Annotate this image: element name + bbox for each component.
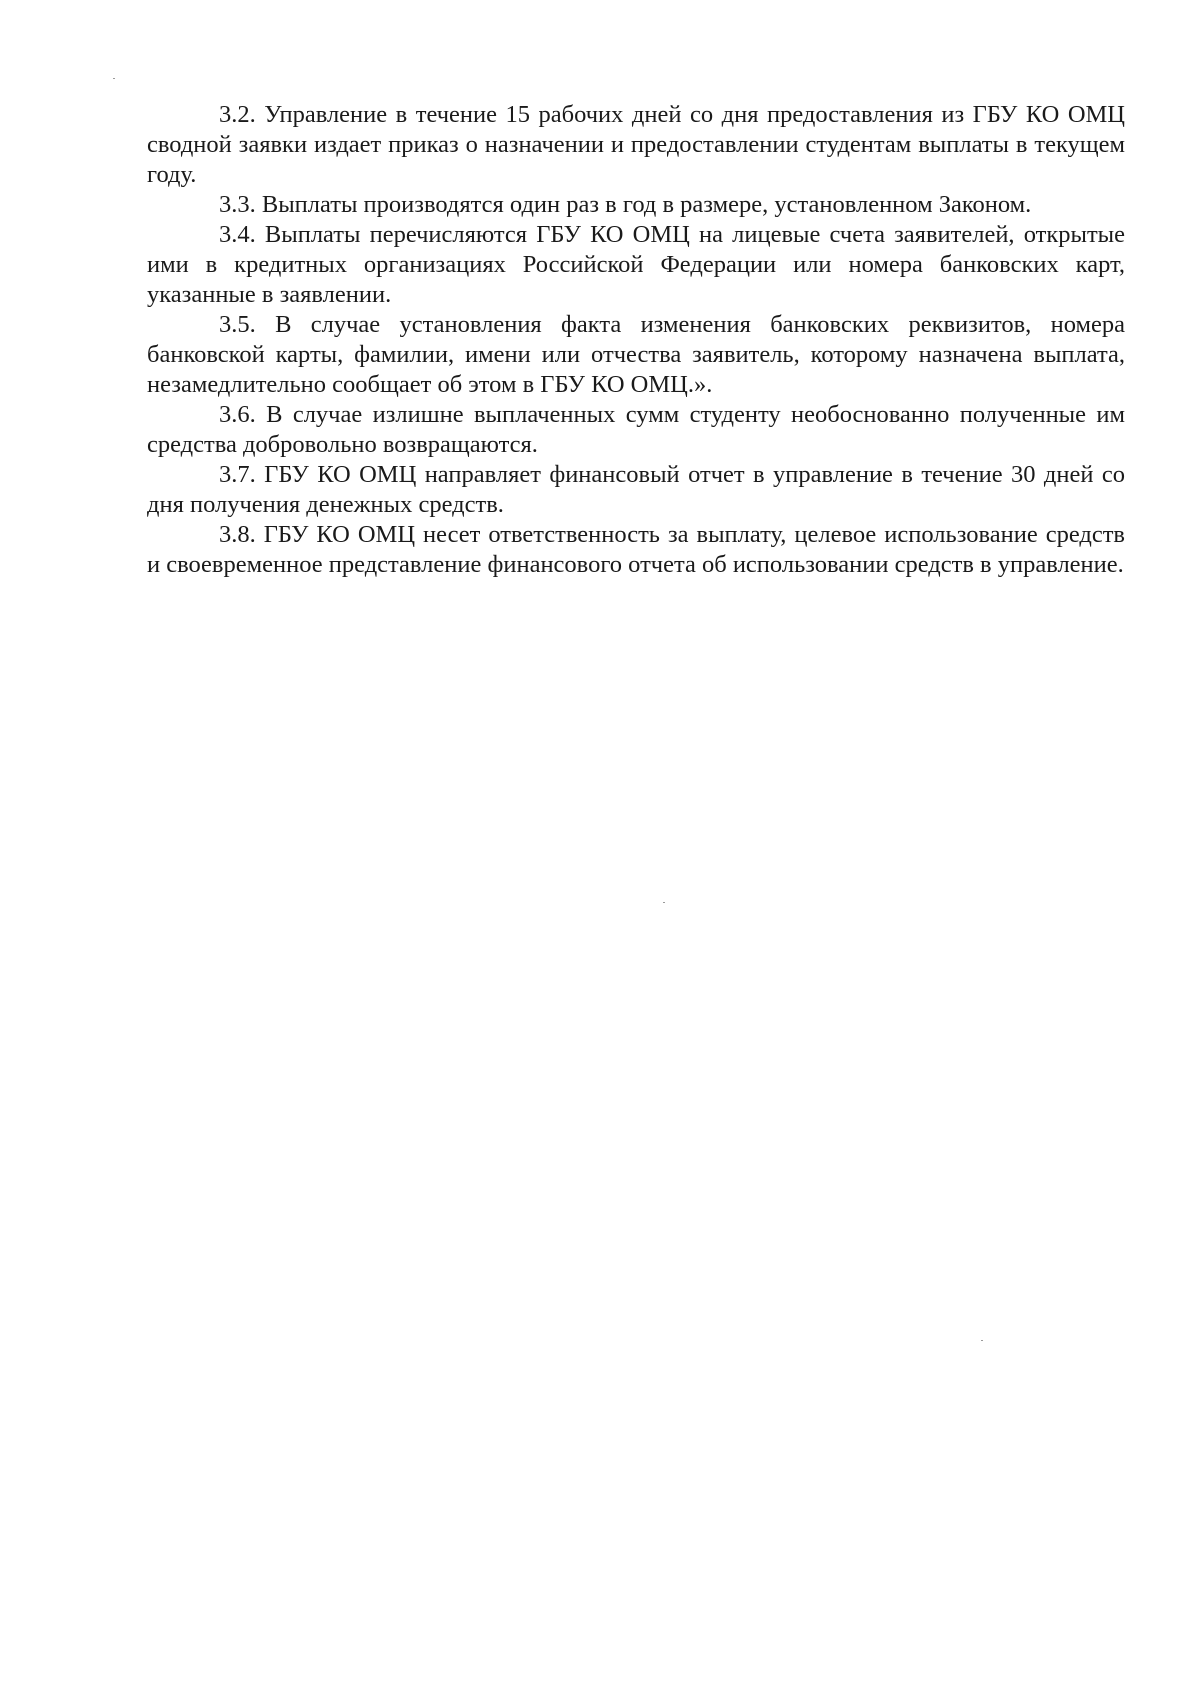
paragraph-3-7: 3.7. ГБУ КО ОМЦ направляет финансовый отчет в управление в течение 30 дней со дня получения денежных средств. [147, 461, 1125, 518]
document-body [147, 100, 1125, 580]
scan-speck [663, 902, 665, 903]
paragraph-3-2: 3.2. Управление в течение 15 рабочих дней со дня предоставления из ГБУ КО ОМЦ сводной заявки издает приказ о назначении и предоставлении студентам выплаты в текущем году. [147, 101, 1125, 188]
paragraph-3-5: 3.5. В случае установления факта изменения банковских реквизитов, номера банковской карты, фамилии, имени или отчества заявитель, которому назначена выплата, незамедлительно сообщает об этом в ГБУ КО ОМЦ.». [147, 311, 1125, 398]
paragraph-3-3: 3.3. Выплаты производятся один раз в год в размере, установленном Законом. [219, 191, 1032, 218]
paragraph-3-4: 3.4. Выплаты перечисляются ГБУ КО ОМЦ на лицевые счета заявителей, открытые ими в кредитных организациях Российской Федерации или номера банковских карт, указанные в заявлении. [147, 221, 1125, 308]
paragraph-3-8: 3.8. ГБУ КО ОМЦ несет ответственность за выплату, целевое использование средств и своевременное представление финансового отчета об использовании средств в управление. [147, 521, 1125, 578]
scan-speck [981, 1340, 983, 1341]
scan-speck [113, 78, 115, 79]
paragraph-3-6: 3.6. В случае излишне выплаченных сумм студенту необоснованно полученные им средства добровольно возвращаются. [147, 401, 1125, 458]
